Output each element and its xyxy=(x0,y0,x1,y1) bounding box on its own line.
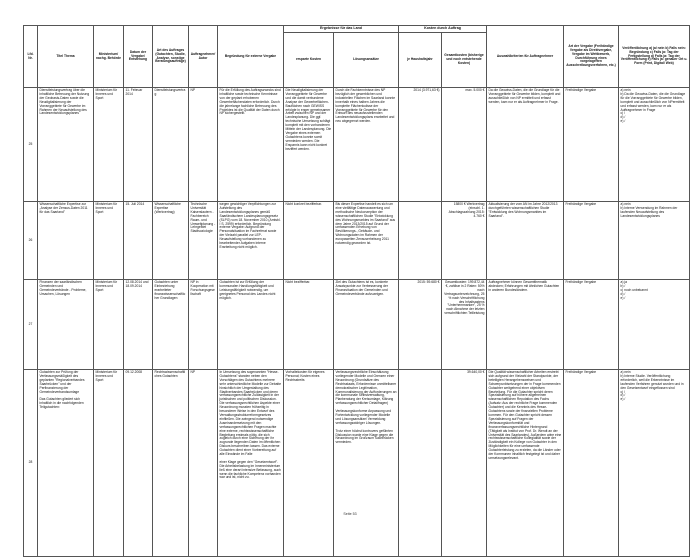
cell-datum: 15. Juli 2014 xyxy=(124,202,153,280)
header-veroeffentlichung: Veröffentlichung a) ja/ nein b) Falls nein: Begründung c) Falls ja: Tag der Fertigstellung d) Falls ja: Tag der Veröffentlichung e) Falls ja: genauer Ort u. Form (Print, Digital/ Web) xyxy=(619,26,690,88)
header-group-row xyxy=(24,26,690,33)
cell-loesungsansaetze: Durch die Fachkenntnisse des NP bezüglich der gewerblichen und industriellen Flächen im Saarland konnte innerhalb eines halben Jahres die komplette Flächenkulisse der Vorranggebiete für Gewerbe für den Entwurf des neuaufzustellenden Landesentwicklungsplans erarbeitet und neu abgegrenzt werden. xyxy=(334,88,399,202)
cell-datum: 11. Februar 2014 xyxy=(124,88,153,202)
cell-auftragnehmer: Technische Universität Kaiserslautern - Fachbereich Raum- und Umweltplanung - Lehrgebiet Stadtsoziologie xyxy=(189,202,218,280)
header-art: Art des Auftrages (Gutachten, Studie, Analyse, sonstige Beratungsaufträge) xyxy=(153,26,189,88)
cell-datum: 09.12.2008 xyxy=(124,370,153,557)
cell-veroeffentlichung: a) nein b) Interne Verwendung im Rahmen der laufenden Neuaufstellung des Landesentwicklungsplanes xyxy=(619,202,690,280)
cell-haushaltsjahr xyxy=(399,370,442,557)
cell-loesungsansaetze: Ziel des Gutachtens ist es, konkrete Ansatzpunkte zur Verbesserung der Finanzsituation der Gemeinden und Gemeindeverbände aufzuzeigen. xyxy=(334,280,399,370)
header-vergabeart: Art der Vergabe (Freihändige Vergabe als Direktvergabe, Vergabe im Wettbewerb, Durchführung eines vorgelagerten Ausschreibungsverfahren, etc.) xyxy=(564,26,619,88)
cell-gesamtkosten: Gesamtkosten: 199.872,44 €, zahlbar in 2 Raten: 50% nach Vertragsunterzeichnung, 25 % nach Verschriftlichung des Inhaltsastens "Unterhemmanker", 25 % nach Abnahme der letzten verschriftlichten Teilleistung xyxy=(442,280,487,370)
header-lfd-nr: Lfd. Nr. xyxy=(24,26,38,88)
cell-titel: Gutachten zur Prüfung der Verfassungsmäßigkeit des geplanten "Regionalverbandes Saarbrücken" und der Perfinanzierung der Gemeindeverbandsumlage Das Gutachten gliedert sich inhaltlich in die nachfolgenden Teilgutachten: xyxy=(38,370,94,557)
cell-haushaltsjahr: 2014 (3.971,63 €) xyxy=(399,88,442,202)
cell-auswahlkriterien: Die Qualität wissenschaftlicher Arbeiten erstrebt sich aufgrund der Vielzahl der Standpunkte, der beteiligten Herangehensweisen und Schwerpunktsetzungen der in Frage kommenden Gutachter weitgehend einer objektiven Beurteilung. Für die Gutachter spricht deren Spezialisierung auf höhere allgemeinen wissenschaftlichen Reputation des Fachs (Aufsatz: Aus der rechtliche Frage kommenden Gutachter) und die Kenntnis des Hesse-Gutachtens sowie der finanziellen Probleme kommen. Für den Gutachter spricht dessen Spezialisierung auf Fragen der Verfassungskonformität und finanzverfassungsrechtliche Hintergrund (Tätigkeit als Institut von Prof. Dr. Wendt an der Universität des Saarlandes). Außerdem wäre eine rechtswissenschaftliche Kollegialität sowie der Zuständigkeit ein Kollege von Gutachter in den Möglichkeiten für eine umfassende Gutachterleistung zu erzielen, da die Länder oder der Kommunen inhaltlich festgelegt ist und daher umsetzungsrelevant. xyxy=(487,370,564,557)
cell-datum: 12.08.2014 und 18.09.2014 xyxy=(124,280,153,370)
cell-ministerium: Ministerium für Inneres und Sport xyxy=(94,202,124,280)
header-haushaltsjahr: je Haushaltsjahr xyxy=(399,33,442,88)
header-auftragnehmer: Auftragnehmer/ Autor xyxy=(189,26,218,88)
table-row xyxy=(24,370,690,557)
header-datum: Datum der Vergabe/ Entstehung xyxy=(124,26,153,88)
cell-haushaltsjahr: 2015: 59.680 € xyxy=(399,280,442,370)
cell-gesamtkosten: 39.640,00 € xyxy=(442,370,487,557)
cell-auftragnehmer: NP in Kooperation mit Forschungsgesellschaft xyxy=(189,280,218,370)
cell-nr: 28 xyxy=(24,370,38,557)
cell-begruendung: Für die Erfüllung des Auftragszwecks sind inhaltliche sowie technische Kenntnisse von der geplant erhobenen Gewerbeflächendaten erforderlich. Durch die jahrelange fachliche Betreuung des Projektes ist die Qualität der Daten durch NP sichergestellt. xyxy=(218,88,284,202)
cell-begruendung: In Umsetzung des sogenannten "Hesse-Gutachtens" standen neben den Vorschlägen des Gutachtens mehrere sehr unterschiedliche Modelle zur Debatte hinsichtlich der Umgestaltung des Stadtverbandes Saarbrücken und deren verfassungsrechtliche Zulässigkeit in der juristischen und politischen Diskussion. Die verfassungsrechtlichen Aspekte einer Neuordnung mussten frühzeitig in besonderer Weise in den Entwurf des Verwaltungsstrukturreformgesetzes einfließen. Die zwingend notwendige Auseinandersetzung mit den verfassungsrechtlichen Fragen machte eine externe, rechtswissenschaftliche Begleitung erstmals nötig, die sich zugleich durch eine Sicherung der ihr zugrunde liegenden Daten im öffentlichen Diskurs beschreiben lassen. Das externe Gutachten dient einer Vorbereitung auf alle Einwände im Falle einer Klage gegen den "Gesetzentwurf". Die Arbeitsbelastung im Innenministerium ließ eine derart intensive Befassung, auch wenn die fachliche Kompetenz vorhanden war und ist, nicht zu. xyxy=(218,370,284,557)
cell-ersparte-kosten: Nicht bezifferbar. xyxy=(284,280,334,370)
cell-loesungsansaetze: Verfassungsrechtliche Einschätzung vorliegender Modelle und Grenzen einer Neuordnung (Grundsätze des Rechtsstaats, Erfordernisse unmittelbarer demokratischer Legitimation, Kommunalisierung der Aufforderungen an die kommunale Selbstverwaltung, Planberatung der Kreisumlage, Klärung verfassungsrechtlicher Detailfragen) Verfassungskonforme Anpassung und Fortentwicklung vorliegender Modelle und Lösungsansätze/ Vermeidung verfassungswidriger Lösungen. Trotz einer höchst kontrovers geführten Diskussion wurde eine Klage gegen die Neuordnung im Großraum Saarbrücken vermieden. xyxy=(334,370,399,557)
cell-art: Wissenschaftliche Expertise (Werkvertrag) xyxy=(153,202,189,280)
header-titel: Titel Thema xyxy=(38,26,94,88)
cell-ersparte-kosten: Vorhaltekosten für eigenes Personal; Kosten eines Rechtsstreits xyxy=(284,370,334,557)
header-loesungsansaetze: Lösungsansätze xyxy=(334,33,399,88)
header-gesamtkosten: Gesamtkosten (bisherige und noch entstehende Kosten) xyxy=(442,33,487,88)
header-ministerium: Ministerium/ nachg. Behörde xyxy=(94,26,124,88)
cell-auftragnehmer: NP xyxy=(189,88,218,202)
table-row xyxy=(24,280,690,370)
document-sheet xyxy=(23,25,689,557)
table-row xyxy=(24,202,690,280)
cell-veroeffentlichung: a) nein b) Interne Studie. Veröffentlichung erforderlich, weil die Erkenntnisse im laufenden Verfahren genutzt wurden und in den Gesetzentwurf eingeflossen sind c) / d) / e) / xyxy=(619,370,690,557)
page-footer: Seite 53 xyxy=(343,512,357,516)
cell-veroeffentlichung: a) ja b) / c) noch unbekannt d) / e) / xyxy=(619,280,690,370)
cell-art: Rechtswissenschaftliches Gutachten xyxy=(153,370,189,557)
cell-veroeffentlichung: a) nein b) Da die Geowiss-Daten, die die Grundlage für die Vorranggebiete für Gewerbe bilden, komplett und ausschließlich von NPermittelt und erfasst werden, kam nur er als Auftragnehmer in Frage c) / d) / e) / xyxy=(619,88,690,202)
cell-titel: Dienstleistungsvertrag über die inhaltliche Betreuung der Nutzung der Geobasis-Daten sowie die Neudigitalisierung der Vorranggebiete für Gewerbe im Rahmen der Neuaufstellung des Landesentwicklungsplanes xyxy=(38,88,94,202)
cell-vergabeart: Freihändige Vergabe xyxy=(564,280,619,370)
cell-nr: 27 xyxy=(24,280,38,370)
procurement-table xyxy=(23,25,690,557)
header-group-kosten: Kosten durch Auftrag xyxy=(399,26,487,33)
cell-ministerium: Ministerium für Inneres und Sport xyxy=(94,88,124,202)
header-begruendung: Begründung für externe Vergabe xyxy=(218,26,284,88)
cell-titel: Finanzen der saarländischen Gemeinden und Gemeindeverbände - Probleme, Ursachen, Lösungen xyxy=(38,280,94,370)
cell-auswahlkriterien: Da die Geowiss-Daten, die die Grundlage für die Vorranggebiete für Gewerbe bilden, komplett und ausschließlich von NP ermittelt und erfasst werden, kam nur er als Auftragnehmer in Frage. xyxy=(487,88,564,202)
cell-vergabeart: Freihändige Vergabe xyxy=(564,370,619,557)
cell-ministerium: Ministerium für Inneres und Sport xyxy=(94,280,124,370)
cell-vergabeart: Freihändige Vergabe xyxy=(564,88,619,202)
cell-auftragnehmer: NP xyxy=(189,370,218,557)
cell-art: Dienstleistungsvertrag xyxy=(153,88,189,202)
cell-loesungsansaetze: Bis dieser Expertise handelt es sich um eine vielfältige Datenauswertung und methodische Neukonzeption der wissenschaftlichen Studie "Entwicklung des Wohnungsmarktes im Saarland" aus dem Jahre 2013/2015 auf Grund der umfassenden Erhebung von Bevölkerungs-, Gebäude- und Wohnungsdaten im Rahmen der europaweiten Zensuserhebung 2011 notwendig geworden ist. xyxy=(334,202,399,280)
cell-auswahlkriterien: Auftragnehmer können Gesamtthematik abdecken; Erfahrungen mit ähnlichen Gutachten in anderen Bundesländern. xyxy=(487,280,564,370)
table-row xyxy=(24,88,690,202)
cell-nr: 26 xyxy=(24,202,38,280)
cell-gesamtkosten: max. 5.000 € xyxy=(442,88,487,202)
cell-vergabeart: Freihändige Vergabe xyxy=(564,202,619,280)
cell-auswahlkriterien: Aktualisierung der vom AN im Jahre 2012/2013 durchgeführten wissenschaftlichen Studie "Entwicklung des Wohnungsmarktes im Saarland". xyxy=(487,202,564,280)
cell-begruendung: Gutachten ist zur Erfüllung der kommunalen Handlungsfähigkeit und Leistungsfähigkeit notwendig, um geeignetes Personal des Landes nicht möglich. xyxy=(218,280,284,370)
cell-haushaltsjahr xyxy=(399,202,442,280)
cell-ersparte-kosten: Die Neudigitalisierung der Vorranggebiete für Gewerbe und die damit verbundene Analyse der Gewerbeflächen-Bauflächen nach GEWISS erfolgte in enger gemeinsamer Arbeit zwischen NP und der Landesplanung. Die ggf. technische Umsetzung schlägt komplett mit den vorhandenen Mitteln der Landesplanung. Die Vergabe eines externen Gutachtens konnte somit vermieden werden. Die Ersparnis kann nicht konkret beziffert werden. xyxy=(284,88,334,202)
cell-begruendung: wegen gewichtiger Verpflichtungen zur Aufstellung des Landesentwicklungsplanes gemäß Saarländischem Landesplanungsgesetz (SLPG) vom 18. November 2010 (Amtsbl. I S. 2599) erforderlich. Begründung externe Vergabe: Aufgrund der Personalsituation im Fachreferat sowie der Vielzahl parallel zur LEP-Neuaufstellung vorhandenen zu bearbeitender Aufgaben interne Erarbeitung nicht möglich. xyxy=(218,202,284,280)
cell-nr: 25 xyxy=(24,88,38,202)
header-auswahlkriterien: Auswahlkriterien für Auftragnehmer xyxy=(487,26,564,88)
cell-ersparte-kosten: Nicht konkret bezifferbar. xyxy=(284,202,334,280)
cell-gesamtkosten: 15800 € Werkvertrag (einschl. 1. Abschlagszahlung 2015: 4.760 € xyxy=(442,202,487,280)
cell-ministerium: Ministerium für Inneres und Sport xyxy=(94,370,124,557)
header-ersparte-kosten: ersparte Kosten xyxy=(284,33,334,88)
cell-titel: Wissenschaftliche Expertise zur „Analyse der Zensus-Daten 2011 für das Saarland" xyxy=(38,202,94,280)
header-group-ergebnisse: Ergebnisse für das Land xyxy=(284,26,399,33)
cell-art: Gutachten unter Einbeziehung erarbeiteter finanzwissenschaftlicher Grundlagen xyxy=(153,280,189,370)
